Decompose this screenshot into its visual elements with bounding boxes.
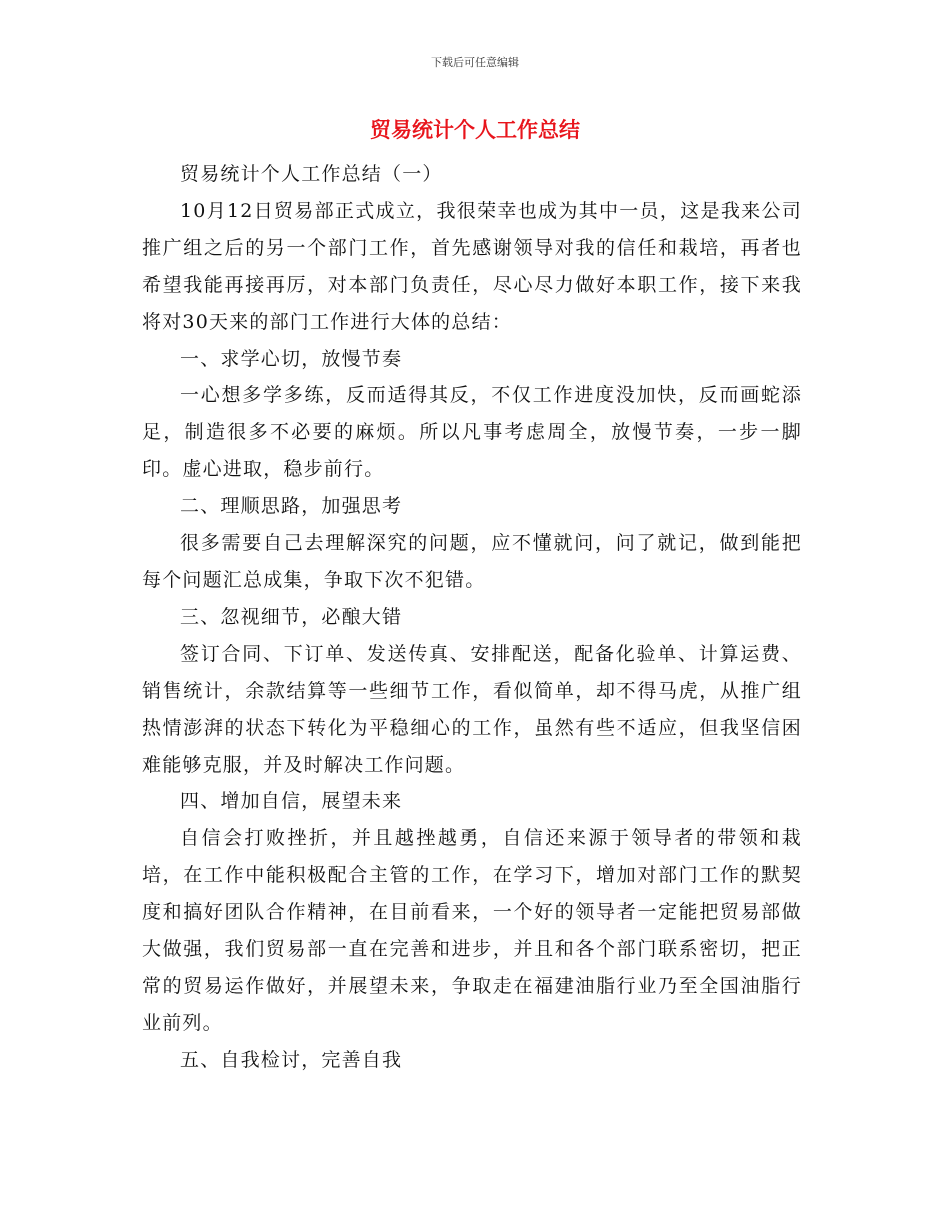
- document-title: 贸易统计个人工作总结: [370, 118, 580, 142]
- body-paragraph: 签订合同、下订单、发送传真、安排配送，配备化验单、计算运费、销售统计，余款结算等一些细节工作，看似简单，却不得马虎，从推广组热情澎湃的状态下转化为平稳细心的工作，虽然有些不适应，但我坚信困难能够克服，并及时解决工作问题。: [142, 642, 802, 776]
- body-paragraph: 一心想多学多练，反而适得其反，不仅工作进度没加快，反而画蛇添足，制造很多不必要的麻烦。所以凡事考虑周全，放慢节奏，一步一脚印。虚心进取，稳步前行。: [142, 384, 802, 481]
- body-paragraph: 很多需要自己去理解深究的问题，应不懂就问，问了就记，做到能把每个问题汇总成集，争取下次不犯错。: [142, 532, 802, 591]
- section-heading: 五、自我检讨，完善自我: [180, 1048, 403, 1071]
- section-heading: 二、理顺思路，加强思考: [180, 495, 403, 518]
- header-note: 下载后可任意编辑: [431, 56, 519, 69]
- body-paragraph: 自信会打败挫折，并且越挫越勇，自信还来源于领导者的带领和栽培，在工作中能积极配合主管的工作，在学习下，增加对部门工作的默契度和搞好团队合作精神，在目前看来，一个好的领导者一定能把贸易部做大做强，我们贸易部一直在完善和进步，并且和各个部门联系密切，把正常的贸易运作做好，并展望未来，争取走在福建油脂行业乃至全国油脂行业前列。: [142, 827, 802, 1034]
- section-heading: 一、求学心切，放慢节奏: [180, 347, 403, 370]
- body-paragraph: 10月12日贸易部正式成立，我很荣幸也成为其中一员，这是我来公司推广组之后的另一个部门工作，首先感谢领导对我的信任和栽培，再者也希望我能再接再厉，对本部门负责任，尽心尽力做好本职工作，接下来我将对30天来的部门工作进行大体的总结：: [142, 199, 802, 333]
- section-heading: 三、忽视细节，必酿大错: [180, 605, 403, 628]
- section-heading: 贸易统计个人工作总结（一）: [180, 163, 443, 185]
- section-heading: 四、增加自信，展望未来: [180, 790, 403, 813]
- document-body: [142, 156, 802, 1079]
